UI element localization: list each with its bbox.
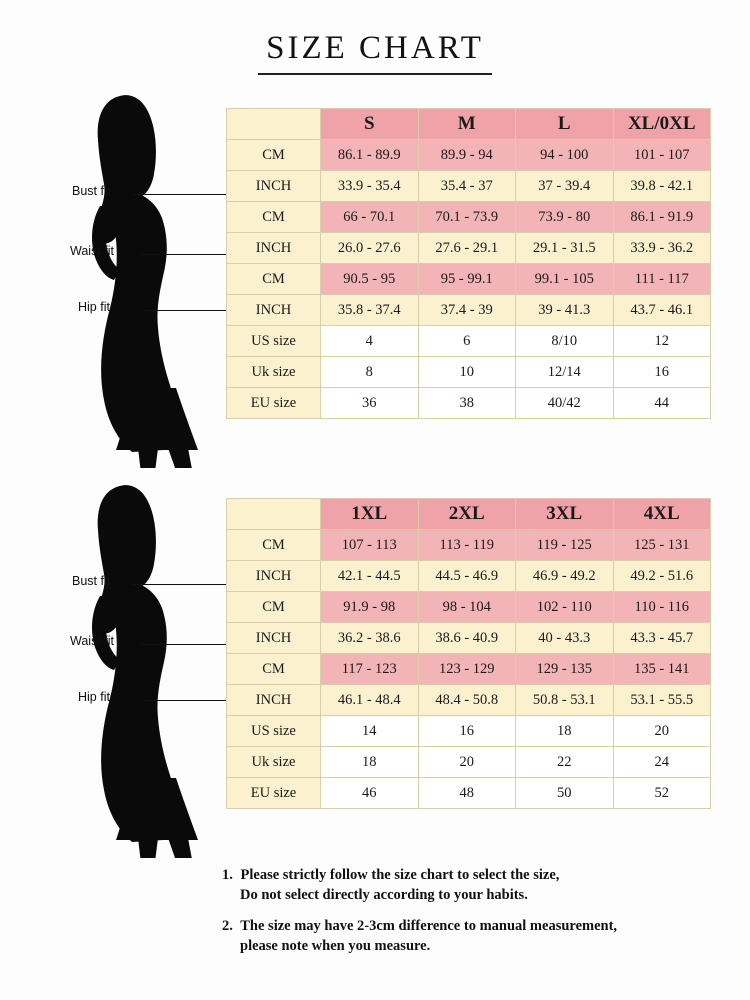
page-title: SIZE CHART (258, 30, 492, 75)
table-cell: 16 (613, 357, 711, 388)
table-row (227, 171, 711, 202)
header-size-xl: XL/0XL (613, 109, 711, 140)
note-number: 2. (222, 918, 233, 935)
note-line-2: please note when you measure. (240, 937, 431, 954)
woman-silhouette-icon (72, 88, 222, 468)
row-label: CM (227, 202, 321, 233)
table-cell: 36 (321, 388, 419, 419)
table-cell: 98 - 104 (418, 592, 516, 623)
table-header-row (227, 499, 711, 530)
note-line-2: Do not select directly according to your habits. (240, 886, 528, 903)
table-cell: 49.2 - 51.6 (613, 561, 711, 592)
size-table-standard-wrap (226, 108, 710, 419)
table-row (227, 685, 711, 716)
header-size-m: M (418, 109, 516, 140)
table-cell: 46.1 - 48.4 (321, 685, 419, 716)
bust-fit-label-bottom: Bust fit (72, 574, 111, 588)
table-cell: 20 (418, 747, 516, 778)
table-cell: 35.8 - 37.4 (321, 295, 419, 326)
header-size-s: S (321, 109, 419, 140)
table-cell: 44.5 - 46.9 (418, 561, 516, 592)
table-cell: 18 (321, 747, 419, 778)
table-cell: 20 (613, 716, 711, 747)
table-row (227, 747, 711, 778)
note-line-1: Please strictly follow the size chart to select the size, (240, 867, 560, 883)
table-body-standard (227, 140, 711, 419)
header-size-2xl: 2XL (418, 499, 516, 530)
row-label: EU size (227, 778, 321, 809)
table-cell: 102 - 110 (516, 592, 614, 623)
table-cell: 91.9 - 98 (321, 592, 419, 623)
table-cell: 86.1 - 91.9 (613, 202, 711, 233)
table-row (227, 561, 711, 592)
table-cell: 48 (418, 778, 516, 809)
row-label: INCH (227, 623, 321, 654)
table-cell: 46.9 - 49.2 (516, 561, 614, 592)
table-cell: 8/10 (516, 326, 614, 357)
waist-fit-label-top: Waist fit (70, 244, 114, 258)
table-cell: 38.6 - 40.9 (418, 623, 516, 654)
hip-fit-label-top: Hip fit (78, 300, 110, 314)
row-label: CM (227, 592, 321, 623)
table-cell: 90.5 - 95 (321, 264, 419, 295)
header-size-4xl: 4XL (613, 499, 711, 530)
header-size-l: L (516, 109, 614, 140)
table-cell: 135 - 141 (613, 654, 711, 685)
table-cell: 73.9 - 80 (516, 202, 614, 233)
table-cell: 89.9 - 94 (418, 140, 516, 171)
table-cell: 70.1 - 73.9 (418, 202, 516, 233)
row-label: CM (227, 264, 321, 295)
table-cell: 39 - 41.3 (516, 295, 614, 326)
header-size-1xl: 1XL (321, 499, 419, 530)
table-cell: 101 - 107 (613, 140, 711, 171)
table-cell: 111 - 117 (613, 264, 711, 295)
table-cell: 113 - 119 (418, 530, 516, 561)
table-row (227, 654, 711, 685)
table-cell: 42.1 - 44.5 (321, 561, 419, 592)
table-cell: 26.0 - 27.6 (321, 233, 419, 264)
table-cell: 53.1 - 55.5 (613, 685, 711, 716)
table-row (227, 388, 711, 419)
table-cell: 38 (418, 388, 516, 419)
note-item (222, 866, 732, 905)
table-cell: 46 (321, 778, 419, 809)
table-cell: 10 (418, 357, 516, 388)
table-cell: 43.7 - 46.1 (613, 295, 711, 326)
hip-fit-label-bottom: Hip fit (78, 690, 110, 704)
row-label: CM (227, 654, 321, 685)
woman-silhouette-icon-2 (72, 478, 222, 858)
header-blank (227, 499, 321, 530)
table-cell: 37 - 39.4 (516, 171, 614, 202)
table-cell: 8 (321, 357, 419, 388)
size-table-plus (226, 498, 711, 809)
table-header-row (227, 109, 711, 140)
table-cell: 14 (321, 716, 419, 747)
table-cell: 40 - 43.3 (516, 623, 614, 654)
table-cell: 35.4 - 37 (418, 171, 516, 202)
waist-fit-label-bottom: Waist fit (70, 634, 114, 648)
header-blank (227, 109, 321, 140)
table-cell: 48.4 - 50.8 (418, 685, 516, 716)
table-row (227, 295, 711, 326)
figure-bottom (72, 478, 222, 858)
size-table-plus-wrap (226, 498, 710, 809)
table-cell: 6 (418, 326, 516, 357)
table-cell: 125 - 131 (613, 530, 711, 561)
header-size-3xl: 3XL (516, 499, 614, 530)
table-cell: 129 - 135 (516, 654, 614, 685)
table-row (227, 530, 711, 561)
row-label: CM (227, 530, 321, 561)
row-label: INCH (227, 295, 321, 326)
row-label: EU size (227, 388, 321, 419)
table-row (227, 264, 711, 295)
table-cell: 24 (613, 747, 711, 778)
table-cell: 37.4 - 39 (418, 295, 516, 326)
table-cell: 119 - 125 (516, 530, 614, 561)
figure-top (72, 88, 222, 468)
table-row (227, 778, 711, 809)
table-cell: 29.1 - 31.5 (516, 233, 614, 264)
table-cell: 117 - 123 (321, 654, 419, 685)
size-table-standard (226, 108, 711, 419)
table-cell: 99.1 - 105 (516, 264, 614, 295)
table-cell: 16 (418, 716, 516, 747)
table-cell: 50.8 - 53.1 (516, 685, 614, 716)
table-cell: 95 - 99.1 (418, 264, 516, 295)
table-cell: 40/42 (516, 388, 614, 419)
table-cell: 86.1 - 89.9 (321, 140, 419, 171)
table-cell: 44 (613, 388, 711, 419)
table-cell: 110 - 116 (613, 592, 711, 623)
table-cell: 33.9 - 35.4 (321, 171, 419, 202)
table-cell: 33.9 - 36.2 (613, 233, 711, 264)
table-cell: 52 (613, 778, 711, 809)
row-label: Uk size (227, 357, 321, 388)
table-cell: 12/14 (516, 357, 614, 388)
table-row (227, 233, 711, 264)
table-cell: 50 (516, 778, 614, 809)
row-label: Uk size (227, 747, 321, 778)
table-row (227, 357, 711, 388)
table-cell: 22 (516, 747, 614, 778)
table-row (227, 592, 711, 623)
row-label: INCH (227, 233, 321, 264)
table-cell: 4 (321, 326, 419, 357)
table-cell: 66 - 70.1 (321, 202, 419, 233)
bust-fit-label-top: Bust fit (72, 184, 111, 198)
notes-section (222, 866, 732, 968)
note-number: 1. (222, 867, 233, 883)
table-cell: 43.3 - 45.7 (613, 623, 711, 654)
table-row (227, 202, 711, 233)
row-label: INCH (227, 171, 321, 202)
table-row (227, 326, 711, 357)
table-cell: 36.2 - 38.6 (321, 623, 419, 654)
page-title-wrap (0, 0, 750, 75)
note-line-1: The size may have 2-3cm difference to manual measurement, (240, 918, 618, 935)
table-cell: 123 - 129 (418, 654, 516, 685)
table-row (227, 623, 711, 654)
table-row (227, 140, 711, 171)
table-row (227, 716, 711, 747)
row-label: INCH (227, 561, 321, 592)
row-label: US size (227, 326, 321, 357)
row-label: CM (227, 140, 321, 171)
table-cell: 94 - 100 (516, 140, 614, 171)
table-cell: 12 (613, 326, 711, 357)
row-label: INCH (227, 685, 321, 716)
table-cell: 27.6 - 29.1 (418, 233, 516, 264)
row-label: US size (227, 716, 321, 747)
table-cell: 39.8 - 42.1 (613, 171, 711, 202)
note-item (222, 917, 732, 956)
table-body-plus (227, 530, 711, 809)
table-cell: 107 - 113 (321, 530, 419, 561)
table-cell: 18 (516, 716, 614, 747)
